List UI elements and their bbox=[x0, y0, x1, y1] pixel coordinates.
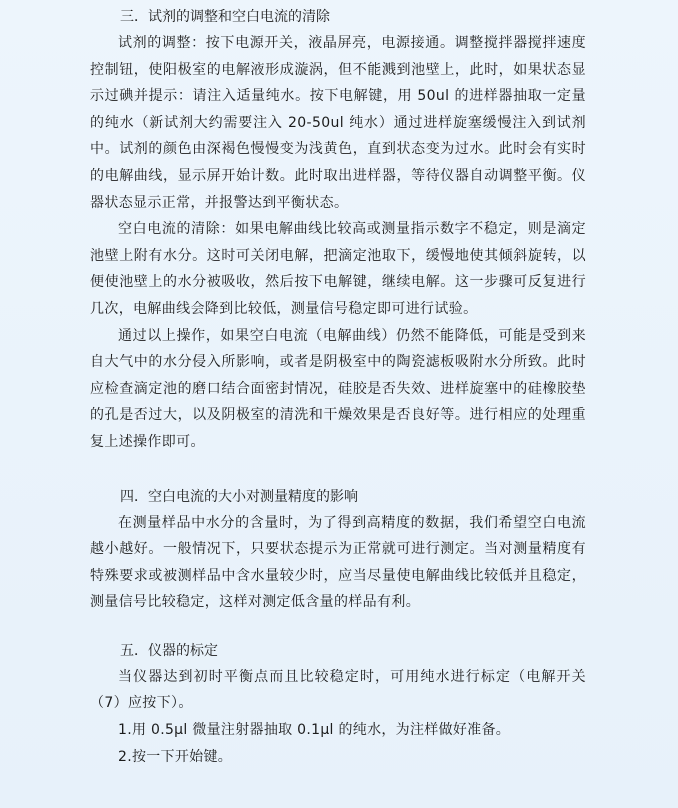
section-heading: 三．试剂的调整和空白电流的清除 bbox=[120, 9, 330, 25]
section-heading: 四．空白电流的大小对测量精度的影响 bbox=[120, 488, 358, 505]
section-heading: 五．仪器的标定 bbox=[120, 642, 218, 659]
calibration-step: 2.按一下开始键。 bbox=[118, 749, 233, 766]
paragraph-measurement-accuracy: 在测量样品中水分的含量时，为了得到高精度的数据，我们希望空白电流越小越好。一般情况下，只要状态提示为正常就可进行测定。当对测量精度有特殊要求或被测样品中含水量较少时，应当尽量使电解曲线比较低并且稳定，测量信号比较稳定，这样对测定低含量的样品有利。 bbox=[90, 514, 586, 611]
section-reagent-adjustment bbox=[0, 4, 678, 456]
section-gap bbox=[0, 616, 678, 638]
paragraph-calibration-intro: 当仪器达到初时平衡点而且比较稳定时，可用纯水进行标定（电解开关（7）应按下）。 bbox=[90, 668, 586, 712]
paragraph-troubleshooting: 通过以上操作，如果空白电流（电解曲线）仍然不能降低，可能是受到来自大气中的水分侵入所影响，或者是阴极室中的陶瓷滤板吸附水分所致。此时应检查滴定池的磨口结合面密封情况，硅胶是否失效、进样旋塞中的硅橡胶垫的孔是否过大，以及阴极室的清洗和干燥效果是否良好等。进行相应的处理重复上述操作即可。 bbox=[90, 327, 586, 450]
section-calibration bbox=[0, 638, 678, 771]
section-blank-current-effect bbox=[0, 484, 678, 616]
paragraph-blank-current-removal: 空白电流的清除：如果电解曲线比较高或测量指示数字不稳定，则是滴定池壁上附有水分。这时可关闭电解，把滴定池取下，缓慢地使其倾斜旋转，以便使池壁上的水分被吸收，然后按下电解键，继续电解。这一步骤可反复进行几次，电解曲线会降到比较低，测量信号稳定即可进行试验。 bbox=[90, 221, 586, 317]
section-gap bbox=[0, 456, 678, 484]
calibration-step: 1.用 0.5μl 微量注射器抽取 0.1μl 的纯水，为注样做好准备。 bbox=[118, 722, 511, 739]
paragraph-reagent-adjustment: 试剂的调整：按下电源开关，液晶屏亮，电源接通。调整搅拌器搅拌速度控制钮，使阳极室的电解液形成漩涡，但不能溅到池壁上，此时，如果状态显示过碘并提示：请注入适量纯水。按下电解键，用 50ul 的进样器抽取一定量的纯水（新试剂大约需要注入 20-50ul 纯水）通过进样旋塞缓慢注入到试剂中。试剂的颜色由深褐色慢慢变为浅黄色，直到状态变为过水。此时会有实时的电解曲线，显示屏开始计数。此时取出进样器，等待仪器自动调整平衡。仪器状态显示正常，并报警达到平衡状态。 bbox=[90, 35, 586, 211]
